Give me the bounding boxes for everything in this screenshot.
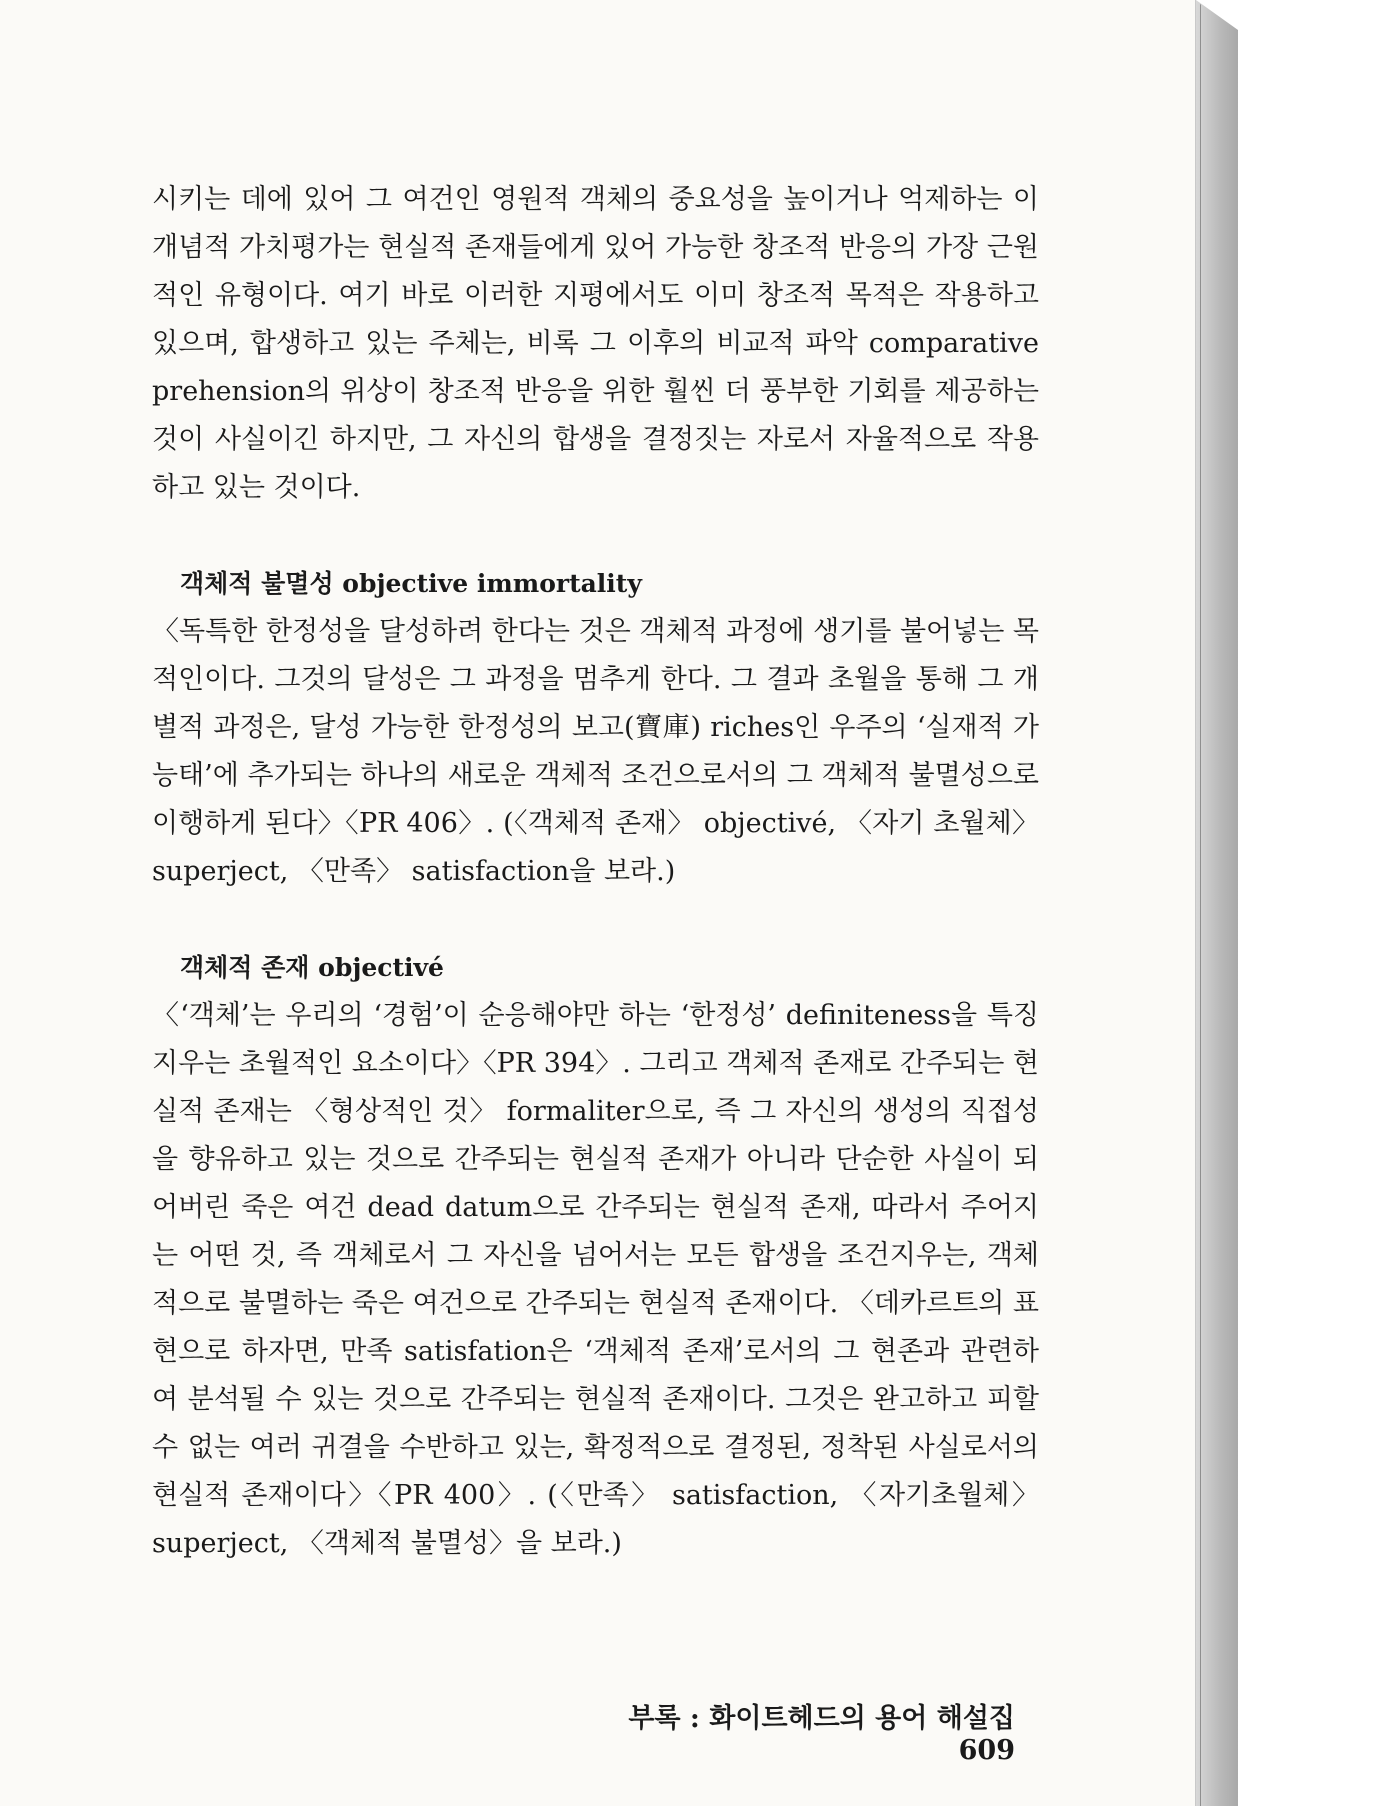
page-edge-line: [1200, 4, 1237, 1806]
glossary-entry-objective-immortality: [152, 562, 1039, 896]
intro-paragraph: 시키는 데에 있어 그 여건인 영원적 객체의 중요성을 높이거나 억제하는 이 개념적 가치평가는 현실적 존재들에게 있어 가능한 창조적 반응의 가장 근원적인 유형이다. 여기 바로 이러한 지평에서도 이미 창조적 목적은 작용하고 있으며, 합생하고 있는 주체는, 비록 그 이후의 비교적 파악 comparative prehension의 위상이 창조적 반응을 위한 훨씬 더 풍부한 기회를 제공하는 것이 사실이긴 하지만, 그 자신의 합생을 결정짓는 자로서 자율적으로 작용하고 있는 것이다.: [152, 184, 1039, 503]
page-footer: 부록 : 화이트헤드의 용어 해설집 609: [628, 1703, 1015, 1766]
entry-title: 객체적 존재 objectivé: [180, 953, 444, 982]
glossary-entry-objective: [152, 946, 1039, 1568]
entry-title: 객체적 불멸성 objective immortality: [180, 569, 642, 598]
text-block: [152, 176, 1039, 1568]
entry-body: 〈독특한 한정성을 달성하려 한다는 것은 객체적 과정에 생기를 불어넣는 목적인이다. 그것의 달성은 그 과정을 멈추게 한다. 그 결과 초월을 통해 그 개별적 과정은, 달성 가능한 한정성의 보고(寶庫) riches인 우주의 ‘실재적 가능태’에 추가되는 하나의 새로운 객체적 조건으로서의 그 객체적 불멸성으로 이행하게 된다〉〈PR 406〉. (〈객체적 존재〉 objectivé, 〈자기 초월체〉 superject, 〈만족〉 satisfaction을 보라.): [152, 616, 1039, 887]
entry-body: 〈‘객체’는 우리의 ‘경험’이 순응해야만 하는 ‘한정성’ definiteness을 특징지우는 초월적인 요소이다〉〈PR 394〉. 그리고 객체적 존재로 간주되는 현실적 존재는 〈형상적인 것〉 formaliter으로, 즉 그 자신의 생성의 직접성을 향유하고 있는 것으로 간주되는 현실적 존재가 아니라 단순한 사실이 되어버린 죽은 여건 dead datum으로 간주되는 현실적 존재, 따라서 주어지는 어떤 것, 즉 객체로서 그 자신을 넘어서는 모든 합생을 조건지우는, 객체적으로 불멸하는 죽은 여건으로 간주되는 현실적 존재이다. 〈데카르트의 표현으로 하자면, 만족 satisfation은 ‘객체적 존재’로서의 그 현존과 관련하여 분석될 수 있는 것으로 간주되는 현실적 존재이다. 그것은 완고하고 피할 수 없는 여러 귀결을 수반하고 있는, 확정적으로 결정된, 정착된 사실로서의 현실적 존재이다〉〈PR 400〉. (〈만족〉 satisfaction, 〈자기초월체〉 superject, 〈객체적 불멸성〉을 보라.): [152, 1000, 1039, 1559]
